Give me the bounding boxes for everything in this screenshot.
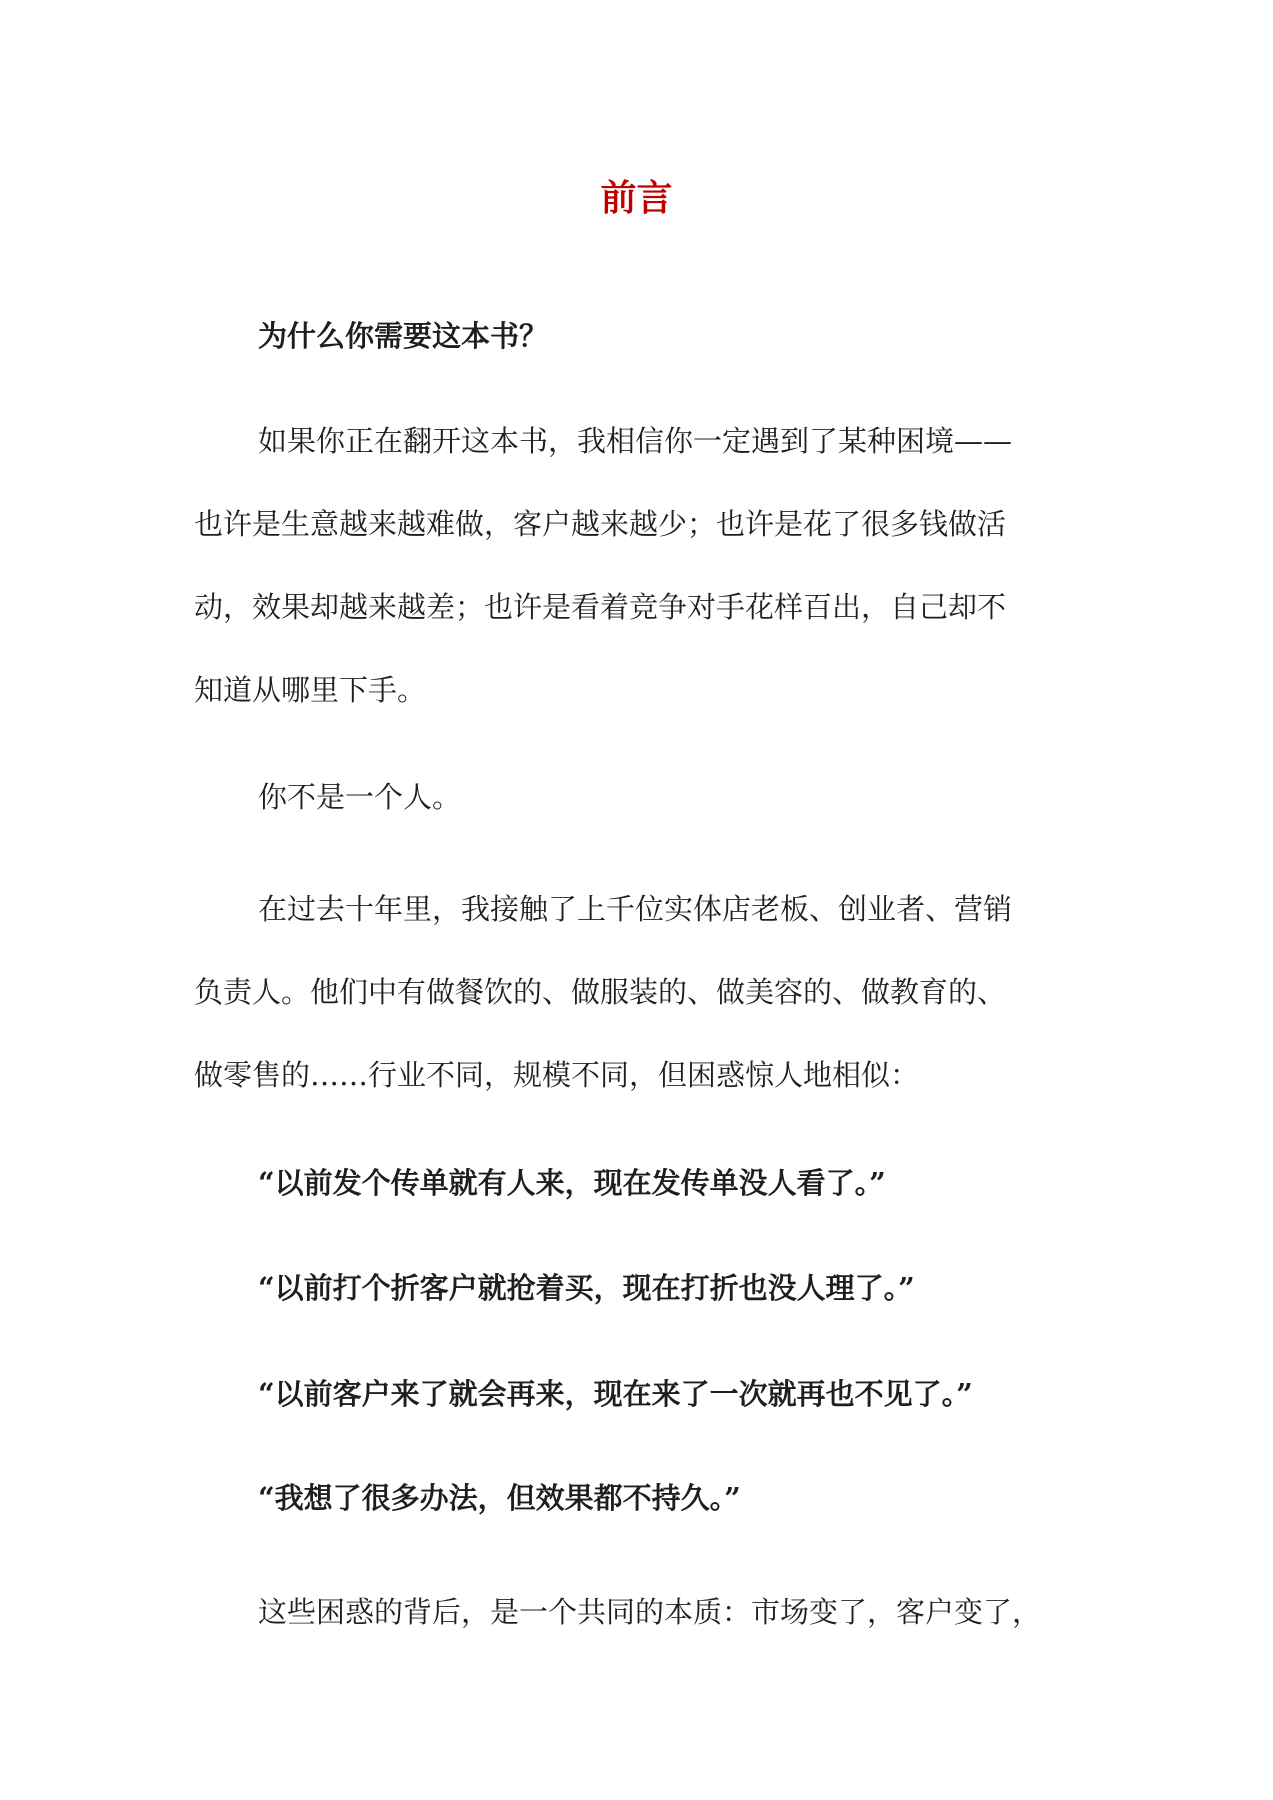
paragraph2: 你不是一个人。 bbox=[258, 780, 462, 814]
quote-2: “以前打个折客户就抢着买，现在打折也没人理了。” bbox=[258, 1271, 915, 1305]
paragraph1-line4: 知道从哪里下手。 bbox=[194, 673, 427, 707]
paragraph4-line1: 这些困惑的背后，是一个共同的本质：市场变了，客户变了， bbox=[258, 1595, 1042, 1629]
section-heading: 为什么你需要这本书？ bbox=[258, 319, 549, 353]
paragraph1-line1: 如果你正在翻开这本书，我相信你一定遇到了某种困境—— bbox=[258, 424, 1013, 458]
paragraph1-line2: 也许是生意越来越难做，客户越来越少；也许是花了很多钱做活 bbox=[194, 507, 1007, 541]
paragraph3-line1: 在过去十年里，我接触了上千位实体店老板、创业者、营销 bbox=[258, 892, 1013, 926]
quote-4: “我想了很多办法，但效果都不持久。” bbox=[258, 1481, 741, 1515]
page-title: 前言 bbox=[600, 177, 673, 219]
quote-3: “以前客户来了就会再来，现在来了一次就再也不见了。” bbox=[258, 1377, 973, 1411]
paragraph3-line3: 做零售的……行业不同，规模不同，但困惑惊人地相似： bbox=[194, 1058, 920, 1092]
paragraph3-line2: 负责人。他们中有做餐饮的、做服装的、做美容的、做教育的、 bbox=[194, 975, 1007, 1009]
quote-1: “以前发个传单就有人来，现在发传单没人看了。” bbox=[258, 1166, 886, 1200]
paragraph1-line3: 动，效果却越来越差；也许是看着竞争对手花样百出，自己却不 bbox=[194, 590, 1007, 624]
